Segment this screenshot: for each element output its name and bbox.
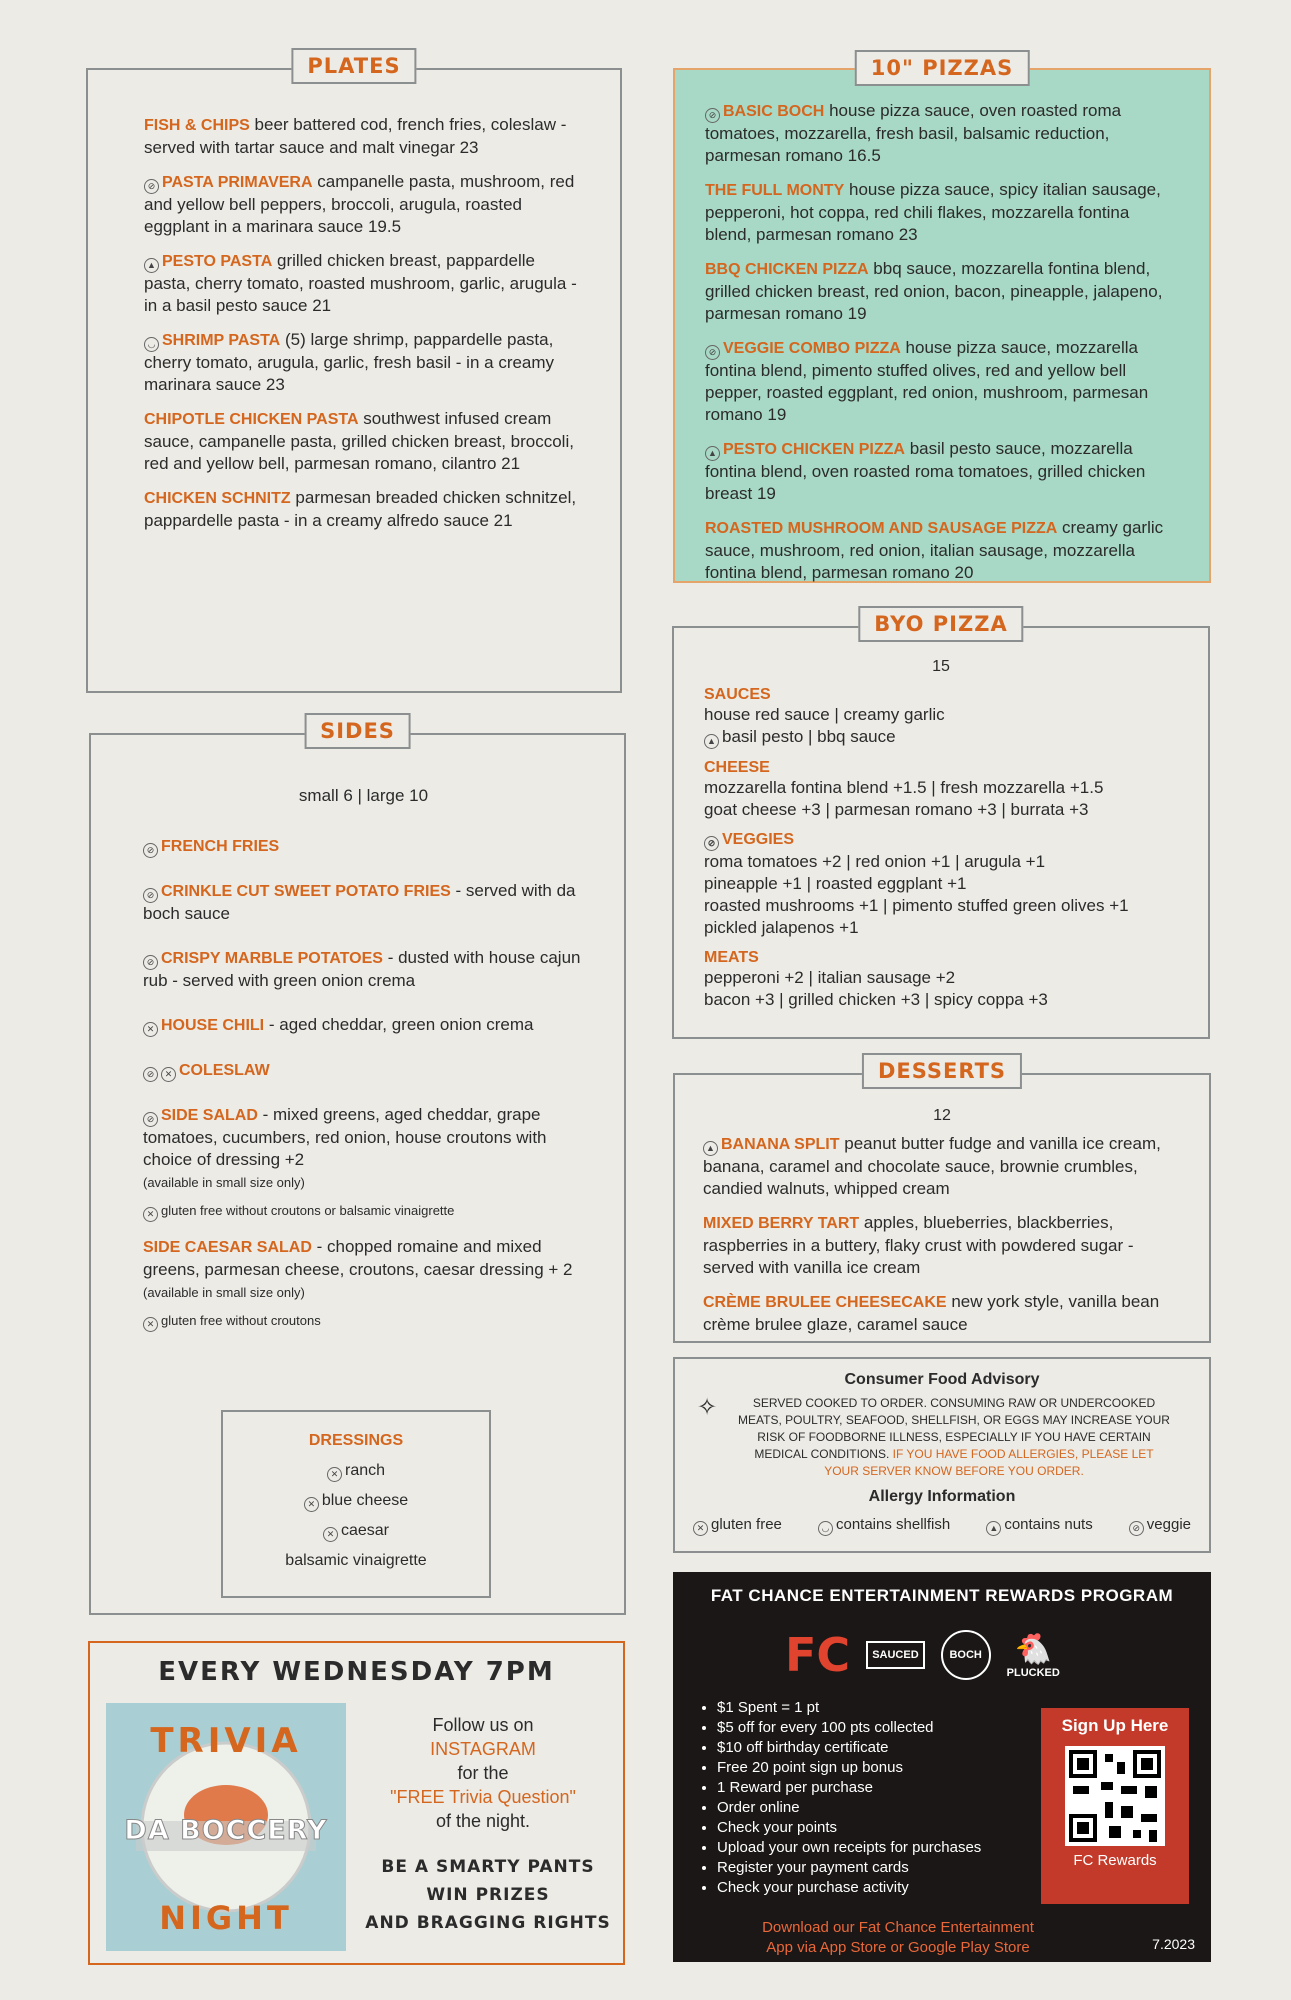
trivia-logo (106, 1703, 346, 1951)
signup-label: Sign Up Here (1061, 1716, 1169, 1735)
menu-item (143, 880, 584, 925)
advisory-title: Consumer Food Advisory (844, 1371, 1040, 1388)
byo-row: bacon +3 | grilled chicken +3 | spicy coppa +3 (704, 990, 1048, 1009)
menu-item (703, 1291, 1181, 1336)
menu-item (705, 100, 1179, 167)
brand-logos (785, 1628, 1060, 1682)
item-name: CHICKEN SCHNITZ (144, 490, 291, 507)
veggie-icon: ⊘ (143, 955, 158, 970)
dressing-item (223, 1516, 489, 1546)
menu-item (144, 329, 580, 396)
byo-section-label: VEGGIES (722, 831, 795, 848)
menu-item (143, 1014, 584, 1037)
gf-note-text: gluten free without croutons (161, 1313, 321, 1328)
trivia-headline: EVERY WEDNESDAY 7PM (158, 1657, 555, 1687)
follow-text (358, 1713, 608, 1833)
byo-row: house red sauce | creamy garlic (704, 705, 945, 724)
legend-item (1129, 1516, 1191, 1536)
menu-item (703, 1212, 1181, 1279)
menu-item (143, 1104, 584, 1194)
item-name: ROASTED MUSHROOM AND SAUSAGE PIZZA (705, 520, 1058, 537)
gluten-free-icon: ✕ (143, 1317, 158, 1332)
byo-section-name: MEATS (704, 949, 759, 966)
food-advisory (673, 1357, 1211, 1553)
gluten-free-icon: ✕ (693, 1521, 708, 1536)
menu-item (143, 947, 584, 992)
perk-item: • Order online (717, 1798, 981, 1818)
logo-trivia-text: TRIVIA (150, 1721, 302, 1761)
download-note[interactable]: Download our Fat Chance Entertainment App via App Store or Google Play Store (762, 1919, 1034, 1956)
sparkle-icon: ✧ (697, 1394, 718, 1421)
dressings-title: DRESSINGS (308, 1432, 404, 1449)
gluten-free-icon: ✕ (327, 1467, 342, 1482)
byo-title: BYO PIZZA (858, 606, 1023, 642)
advisory-warning: IF YOU HAVE FOOD ALLERGIES, PLEASE LET YOUR SERVER KNOW BEFORE YOU ORDER. (824, 1447, 1154, 1478)
menu-item (144, 408, 580, 475)
item-name: SHRIMP PASTA (162, 332, 281, 349)
byo-row: pepperoni +2 | italian sausage +2 (704, 968, 956, 987)
item-desc: new york style, vanilla bean crème brulee glaze, caramel sauce (703, 1292, 1160, 1334)
byo-section-name: CHEESE (704, 759, 770, 776)
item-name: CRÈME BRULEE CHEESECAKE (703, 1294, 947, 1311)
gf-note-text: gluten free without croutons or balsamic vinaigrette (161, 1203, 455, 1218)
gluten-free-icon: ✕ (143, 1207, 158, 1222)
menu-item (703, 1133, 1181, 1200)
item-desc: - mixed greens, aged cheddar, grape tomatoes, cucumbers, red onion, house croutons with choice of dressing +2 (143, 1105, 547, 1169)
menu-item (705, 258, 1179, 325)
plates-title: PLATES (291, 48, 416, 84)
dressing-item (223, 1486, 489, 1516)
size-note: (available in small size only) (143, 1175, 305, 1190)
perk-item: • Upload your own receipts for purchases (717, 1838, 981, 1858)
nuts-icon: ▲ (703, 1141, 718, 1156)
item-name: SIDE SALAD (161, 1107, 258, 1124)
brag-line: WIN PRIZES (426, 1885, 550, 1905)
boch-logo: BOCH (941, 1630, 991, 1680)
item-desc: peanut butter fudge and vanilla ice cream, banana, caramel and chocolate sauce, brownie crumbles, candied walnuts, whipped cream (703, 1134, 1161, 1198)
legend-label: contains shellfish (835, 1516, 951, 1533)
allergy-legend (693, 1516, 1191, 1536)
advisory-text (697, 1394, 1171, 1480)
veggie-icon: ⊘ (143, 888, 158, 903)
item-desc: - served with da boch sauce (143, 881, 576, 923)
nuts-icon: ▲ (144, 258, 159, 273)
instagram-link[interactable]: INSTAGRAM (430, 1739, 536, 1759)
veggie-icon: ⊘ (704, 836, 719, 851)
sauced-logo: SAUCED (866, 1641, 924, 1669)
dressing-item: balsamic vinaigrette (285, 1552, 427, 1569)
signup-qr-card[interactable] (1041, 1708, 1189, 1904)
item-name: HOUSE CHILI (161, 1017, 265, 1034)
perk-item: • 1 Reward per purchase (717, 1778, 981, 1798)
item-desc: - chopped romaine and mixed greens, parmesan cheese, croutons, caesar dressing + 2 (143, 1237, 573, 1279)
veggie-icon: ⊘ (705, 108, 720, 123)
item-name: SIDE CAESAR SALAD (143, 1239, 312, 1256)
sides-price: small 6 | large 10 (298, 786, 429, 805)
brag-line: BE A SMARTY PANTS (381, 1857, 595, 1877)
item-name: CRINKLE CUT SWEET POTATO FRIES (161, 883, 451, 900)
follow-line: "FREE Trivia Question" (390, 1787, 576, 1807)
logo-night-text: NIGHT (159, 1899, 293, 1937)
fc-logo: FC (785, 1628, 851, 1682)
logo-boccery-text: DA BOCCERY (124, 1815, 328, 1846)
legend-item (818, 1516, 950, 1536)
pizzas-title: 10" PIZZAS (855, 50, 1030, 86)
byo-row: roma tomatoes +2 | red onion +1 | arugula +1 (704, 852, 1046, 871)
gluten-free-icon: ✕ (161, 1067, 176, 1082)
perk-item: • Register your payment cards (717, 1858, 981, 1878)
byo-row: goat cheese +3 | parmesan romano +3 | burrata +3 (704, 800, 1089, 819)
byo-section-name (704, 831, 1178, 851)
item-desc: bbq sauce, mozzarella fontina blend, grilled chicken breast, red onion, bacon, pineapple, jalapeno, parmesan romano 19 (705, 259, 1163, 323)
item-desc: basil pesto sauce, mozzarella fontina blend, oven roasted roma tomatoes, grilled chicken breast 19 (705, 439, 1146, 503)
item-desc: creamy garlic sauce, mushroom, red onion, italian sausage, mozzarella fontina blend, parmesan romano 20 (705, 518, 1164, 582)
veggie-icon: ⊘ (144, 179, 159, 194)
item-name: PASTA PRIMAVERA (162, 174, 313, 191)
menu-item (143, 1236, 584, 1304)
follow-line: of the night. (435, 1811, 531, 1831)
shellfish-icon: ◡ (144, 337, 159, 352)
byo-price: 15 (932, 658, 950, 675)
brag-text (358, 1853, 618, 1937)
byo-row: roasted mushrooms +1 | pimento stuffed green olives +1 (704, 896, 1129, 915)
perk-item: • Check your points (717, 1818, 981, 1838)
item-desc: beer battered cod, french fries, coleslaw - served with tartar sauce and malt vinegar 23 (144, 115, 567, 157)
item-desc: - dusted with house cajun rub - served with green onion crema (143, 948, 581, 990)
gluten-free-icon: ✕ (304, 1497, 319, 1512)
menu-item (144, 250, 580, 317)
perk-item: • Check your purchase activity (717, 1878, 981, 1898)
byo-row-text: basil pesto | bbq sauce (722, 727, 896, 746)
item-name: PESTO CHICKEN PIZZA (723, 441, 905, 458)
item-name: FRENCH FRIES (161, 838, 280, 855)
byo-row (704, 726, 1178, 749)
nuts-icon: ▲ (704, 734, 719, 749)
item-name: MIXED BERRY TART (703, 1215, 860, 1232)
size-note: (available in small size only) (143, 1285, 305, 1300)
item-name: PESTO PASTA (162, 253, 273, 270)
byo-section-name: SAUCES (704, 686, 771, 703)
nuts-icon: ▲ (705, 446, 720, 461)
menu-item (143, 835, 584, 858)
menu-item (144, 114, 580, 159)
sides-title: SIDES (304, 713, 411, 749)
item-desc: southwest infused cream sauce, campanelle pasta, grilled chicken breast, broccoli, red and yellow bell, parmesan romano, cilantro 21 (144, 409, 574, 473)
byo-row: pineapple +1 | roasted eggplant +1 (704, 874, 967, 893)
veggie-icon: ⊘ (143, 1067, 158, 1082)
legend-item (693, 1516, 782, 1536)
item-desc: parmesan breaded chicken schnitzel, pappardelle pasta - in a creamy alfredo sauce 21 (144, 488, 577, 530)
dressing-label: ranch (344, 1462, 386, 1479)
perks-list (717, 1698, 981, 1898)
advisory-body: SERVED COOKED TO ORDER. CONSUMING RAW OR UNDERCOOKED MEATS, POULTRY, SEAFOOD, SHELLFISH, OR EGGS MAY INCREASE YOUR RISK OF FOODBORNE ILLNESS, ESPECIALLY IF YOU HAVE CERTAIN MEDICAL CONDITIONS. (738, 1396, 1170, 1461)
item-name: CRISPY MARBLE POTATOES (161, 950, 383, 967)
dressing-label: blue cheese (321, 1492, 409, 1509)
item-name: THE FULL MONTY (705, 182, 845, 199)
veggie-icon: ⊘ (143, 843, 158, 858)
nuts-icon: ▲ (986, 1521, 1001, 1536)
item-desc: apples, blueberries, blackberries, raspberries in a buttery, flaky crust with powdered sugar - served with vanilla ice cream (703, 1213, 1134, 1277)
desserts-section (673, 1059, 1211, 1343)
item-name: BANANA SPLIT (721, 1136, 840, 1153)
plucked-logo (1007, 1632, 1060, 1679)
item-desc: - aged cheddar, green onion crema (268, 1015, 534, 1034)
item-name: VEGGIE COMBO PIZZA (723, 340, 901, 357)
dressings-box (221, 1410, 491, 1598)
legend-label: veggie (1146, 1516, 1191, 1533)
gluten-free-icon: ✕ (323, 1527, 338, 1542)
menu-item (705, 517, 1179, 584)
gf-note (143, 1310, 584, 1332)
perk-item: • $10 off birthday certificate (717, 1738, 981, 1758)
qr-label: FC Rewards (1073, 1852, 1157, 1869)
veggie-icon: ⊘ (705, 345, 720, 360)
pizzas-section (673, 56, 1211, 583)
sides-section (89, 719, 626, 1615)
dressing-item (223, 1456, 489, 1486)
trivia-night-promo (88, 1641, 625, 1965)
legend-label: gluten free (711, 1516, 782, 1533)
item-desc: campanelle pasta, mushroom, red and yellow bell peppers, broccoli, arugula, roasted eggplant in a marinara sauce 19.5 (144, 172, 575, 236)
rewards-title: FAT CHANCE ENTERTAINMENT REWARDS PROGRAM (710, 1586, 1174, 1605)
gf-note (143, 1200, 584, 1222)
allergy-title: Allergy Information (868, 1488, 1016, 1505)
item-desc: house pizza sauce, mozzarella fontina blend, pimento stuffed olives, red and yellow bell pepper, roasted eggplant, red onion, mushroom, parmesan romano 19 (705, 338, 1149, 424)
item-desc: grilled chicken breast, pappardelle pasta, cherry tomato, roasted mushroom, garlic, arugula - in a basil pesto sauce 21 (144, 251, 577, 315)
item-name: BBQ CHICKEN PIZZA (705, 261, 869, 278)
legend-item (986, 1516, 1092, 1536)
legend-label: contains nuts (1004, 1516, 1093, 1533)
plucked-label: PLUCKED (1006, 1666, 1060, 1679)
brag-line: AND BRAGGING RIGHTS (365, 1913, 611, 1933)
byo-section (672, 612, 1210, 1039)
item-name: BASIC BOCH (723, 103, 825, 120)
veggie-icon: ⊘ (143, 1112, 158, 1127)
qr-code-icon[interactable] (1065, 1746, 1165, 1846)
menu-item (144, 171, 580, 238)
item-name: CHIPOTLE CHICKEN PASTA (144, 411, 359, 428)
desserts-title: DESSERTS (862, 1053, 1022, 1089)
menu-item (705, 337, 1179, 426)
item-name: COLESLAW (179, 1062, 270, 1079)
shellfish-icon: ◡ (818, 1521, 833, 1536)
byo-row: mozzarella fontina blend +1.5 | fresh mozzarella +1.5 (704, 778, 1104, 797)
dressing-label: caesar (340, 1522, 390, 1539)
menu-item (144, 487, 580, 532)
item-desc: house pizza sauce, spicy italian sausage, pepperoni, hot coppa, red chili flakes, mozzarella fontina blend, parmesan romano 23 (705, 180, 1161, 244)
veggie-icon: ⊘ (1129, 1521, 1144, 1536)
menu-item (705, 179, 1179, 246)
rewards-program (673, 1572, 1211, 1962)
gluten-free-icon: ✕ (143, 1022, 158, 1037)
menu-item (143, 1059, 584, 1082)
perk-item: • $5 off for every 100 pts collected (717, 1718, 981, 1738)
desserts-price: 12 (933, 1107, 951, 1124)
chicken-icon: 🐔 (1014, 1632, 1052, 1666)
item-desc: house pizza sauce, oven roasted roma tomatoes, mozzarella, fresh basil, balsamic reduction, parmesan romano 16.5 (705, 101, 1122, 165)
plates-section (86, 54, 622, 693)
perk-item: • $1 Spent = 1 pt (717, 1698, 981, 1718)
follow-line: for the (457, 1763, 509, 1783)
perk-item: • Free 20 point sign up bonus (717, 1758, 981, 1778)
item-name: FISH & CHIPS (144, 117, 250, 134)
version-label: 7.2023 (1152, 1936, 1195, 1952)
menu-item (705, 438, 1179, 505)
follow-line: Follow us on (432, 1715, 534, 1735)
item-desc: (5) large shrimp, pappardelle pasta, cherry tomato, arugula, garlic, fresh basil - in a creamy marinara sauce 23 (144, 330, 555, 394)
byo-row: pickled jalapenos +1 (704, 918, 859, 937)
